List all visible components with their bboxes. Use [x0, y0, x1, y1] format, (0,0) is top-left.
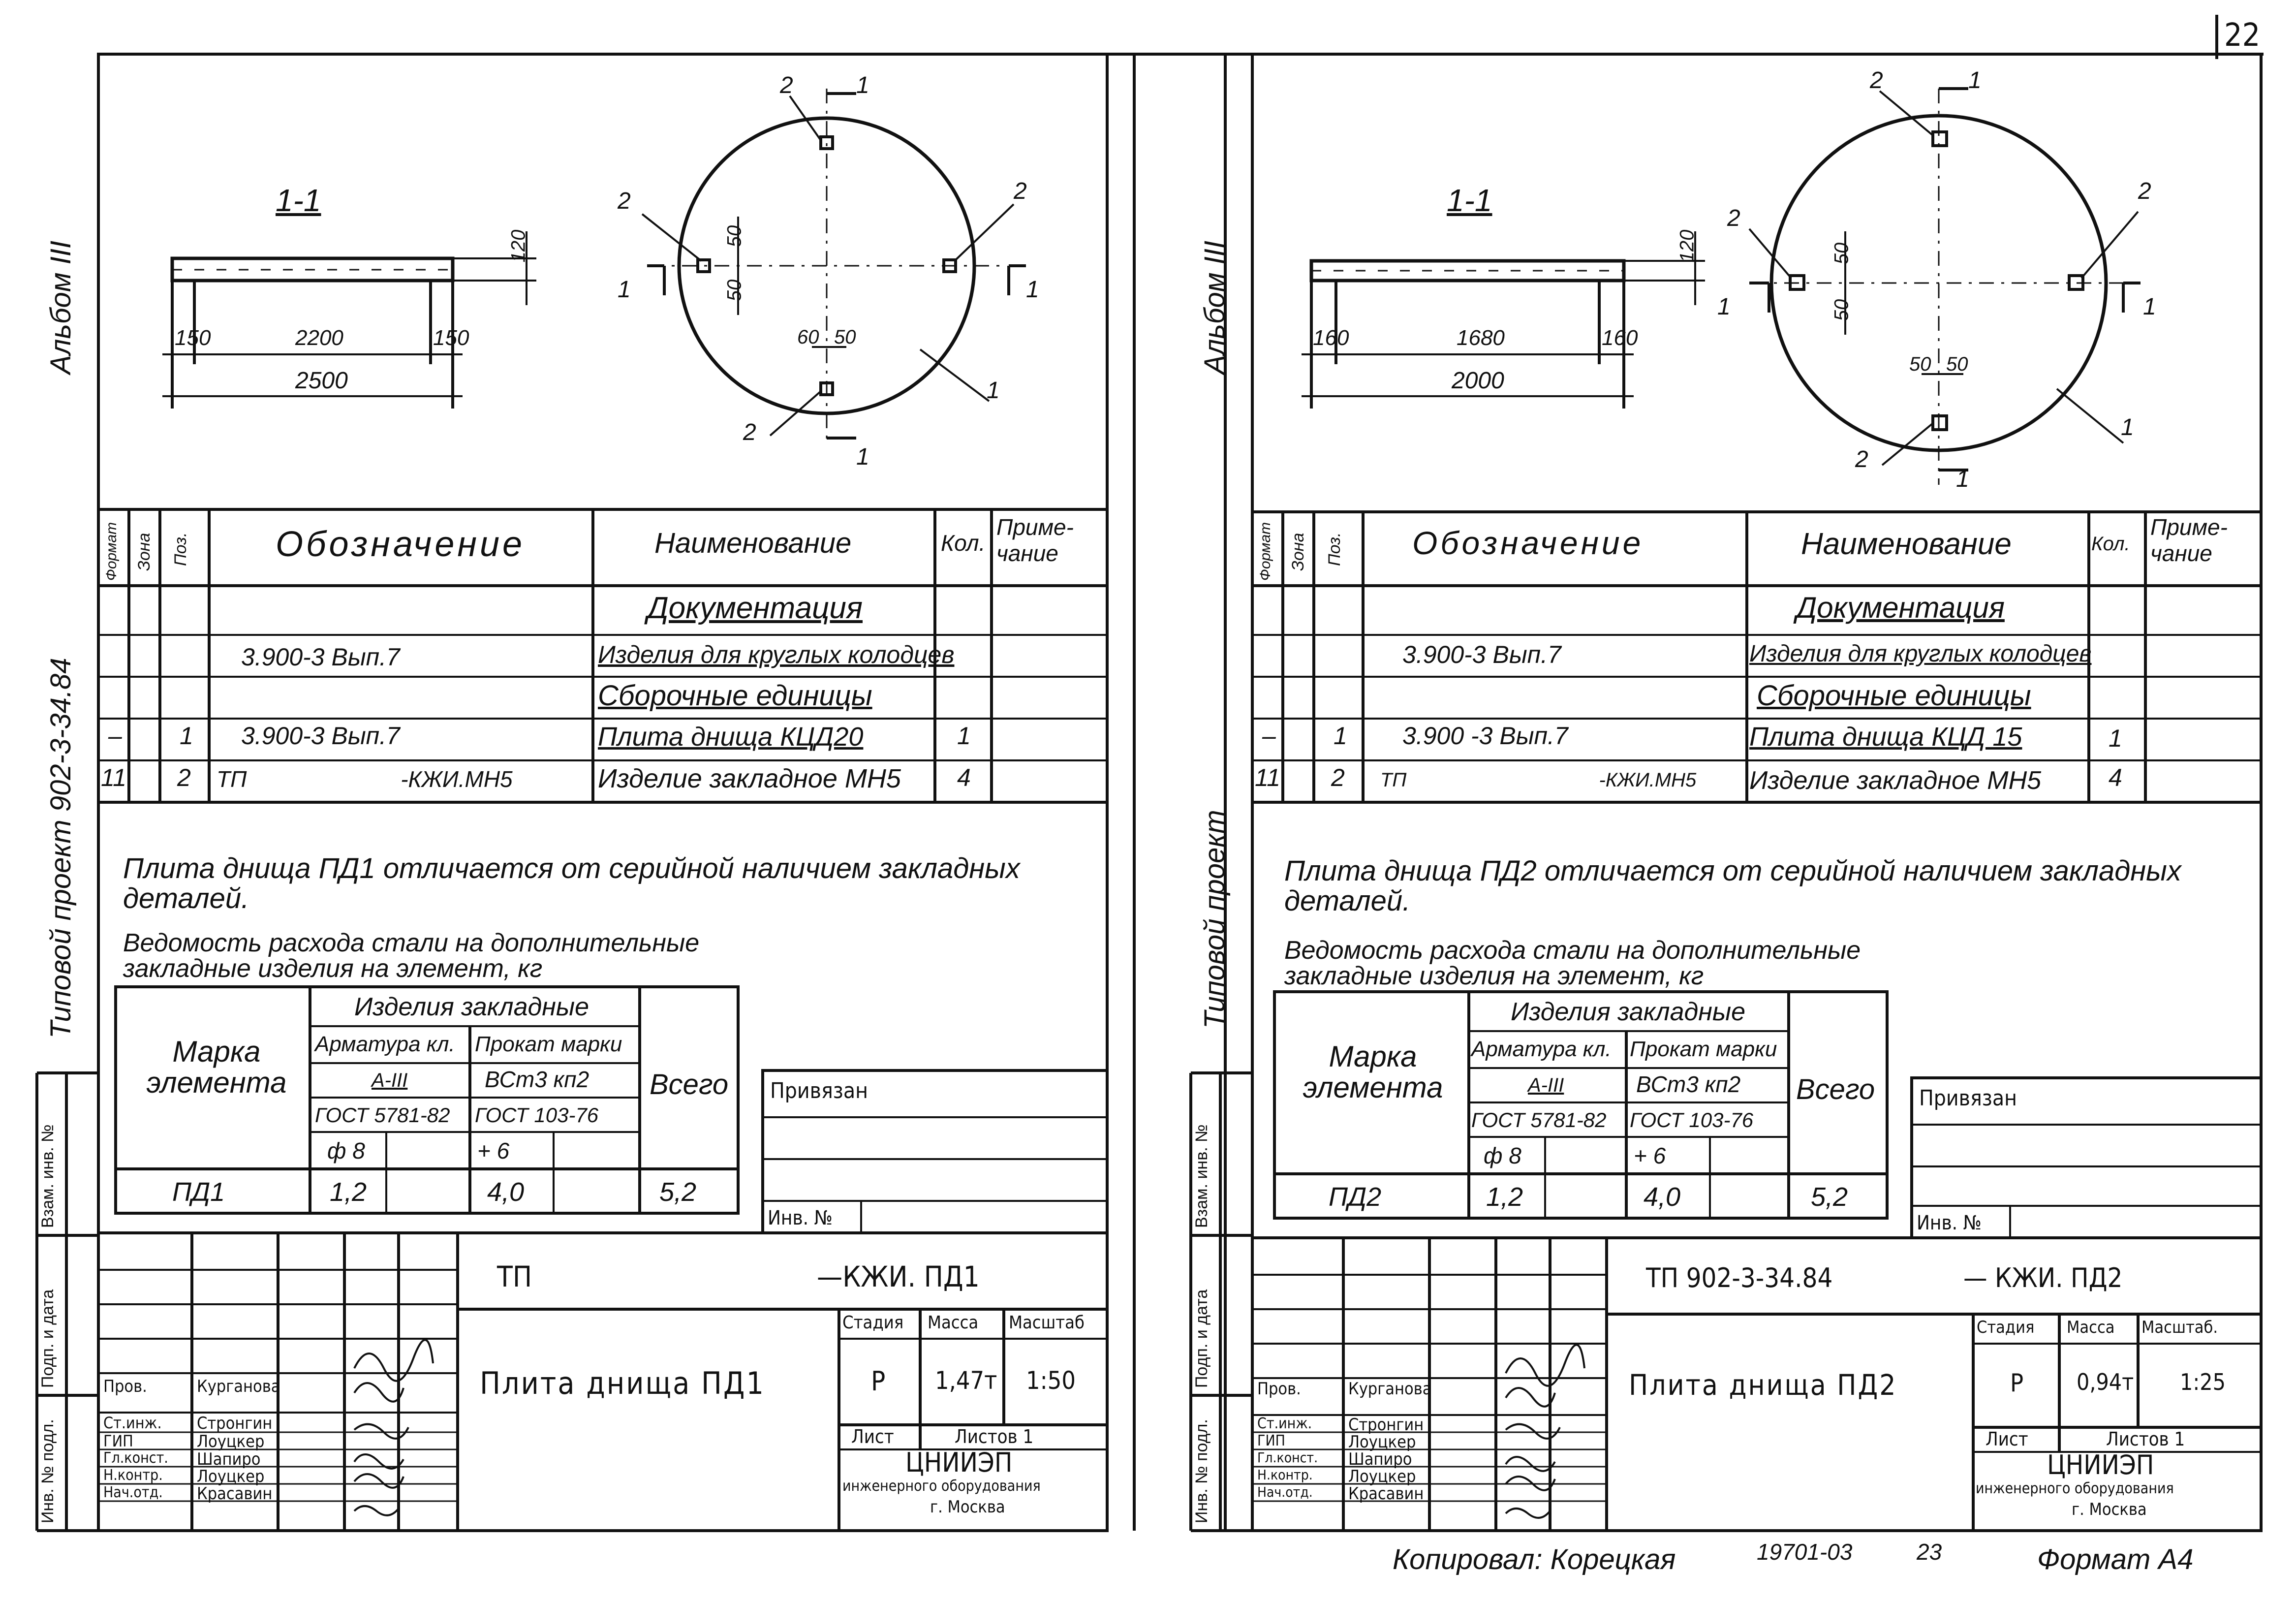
plan-pos1: 1: [987, 377, 1000, 404]
steel-arm-class: А-III: [372, 1069, 408, 1091]
album-label: Альбом III: [45, 241, 77, 374]
plan-offset-d: 50: [834, 326, 856, 348]
side-stamp-inv: Инв. № подл.: [1192, 1419, 1211, 1523]
tb-name-4: Лоуцкер: [1348, 1467, 1416, 1486]
spec-row-3-name: Плита днища КЦД 15: [1749, 722, 2022, 752]
note-text: Плита днища ПД2 отличается от серийной наличием закладных деталей.: [1284, 855, 2181, 917]
page-number: 22: [2224, 17, 2261, 54]
spec-row-4-pos: 2: [1331, 764, 1345, 791]
tb-name-3: Шапиро: [1348, 1449, 1412, 1469]
tb-scale-label: Масштаб.: [2141, 1318, 2218, 1337]
side-stamp-replace: Взам. инв. №: [1192, 1124, 1211, 1228]
steel-group: Изделия закладные: [354, 993, 590, 1021]
steel-arm-gost: ГОСТ 5781-82: [315, 1103, 450, 1127]
footer-copied: Копировал: Корецкая: [1393, 1543, 1676, 1575]
tb-scale: 1:25: [2180, 1369, 2226, 1395]
plan-pos2-bottom: 2: [1855, 446, 1868, 472]
plan-offset-c: 50: [1909, 353, 1931, 375]
steel-row-mark: ПД1: [172, 1177, 225, 1207]
dim-edge-left: 150: [175, 326, 211, 350]
tb-name-1: Стронгин: [1348, 1415, 1424, 1435]
tb-name-0: Курганова: [1348, 1379, 1432, 1399]
note-text: Плита днища ПД1 отличается от серийной наличием закладных деталей.: [123, 852, 1020, 914]
plan-cut-bottom: 1: [1956, 466, 1969, 492]
plan-pos2-left: 2: [1727, 205, 1740, 231]
tb-name-0: Курганова: [197, 1377, 280, 1396]
tb-name-1: Стронгин: [197, 1414, 273, 1433]
tb-sheets-label: Листов 1: [955, 1426, 1034, 1447]
spec-header-zone: Зона: [135, 533, 154, 571]
steel-arm: Арматура кл.: [1471, 1037, 1612, 1061]
spec-header-note: Приме- чание: [996, 514, 1074, 566]
footer-order: 19701-03: [1757, 1539, 1853, 1565]
spec-row-3-designation: 3.900-3 Вып.7: [241, 722, 400, 750]
plan-pos2-top: 2: [1870, 67, 1883, 94]
dim-middle: 2200: [295, 326, 343, 350]
dim-total: 2000: [1452, 368, 1504, 394]
spec-row-3-name: Плита днища КЦД20: [598, 722, 864, 752]
tb-title: Плита днища ПД2: [1629, 1368, 1897, 1402]
spec-row-3-qty: 1: [957, 722, 971, 750]
tb-name-5: Красавин: [1348, 1484, 1424, 1504]
tb-org1: ЦНИИЭП: [905, 1447, 1013, 1478]
spec-header-format: Формат: [103, 522, 120, 581]
steel-title: Ведомость расхода стали на дополнительные закладные изделия на элемент, кг: [123, 929, 700, 983]
steel-arm-gost: ГОСТ 5781-82: [1471, 1108, 1607, 1132]
tb-role-2: ГИП: [1257, 1432, 1285, 1449]
steel-prokat-class: ВСт3 кп2: [1636, 1071, 1741, 1097]
steel-arm-size: ф 8: [327, 1138, 365, 1164]
tb-stage: Р: [871, 1366, 886, 1397]
plan-offset-b: 50: [1831, 299, 1853, 321]
plan-cut-left: 1: [1717, 294, 1731, 320]
tb-role-1: Ст.инж.: [103, 1414, 162, 1432]
tb-mass: 0,94т: [2077, 1369, 2134, 1395]
plan-pos1: 1: [2121, 414, 2134, 440]
spec-header-name: Наименование: [654, 527, 852, 559]
tb-sheets-label: Листов 1: [2106, 1428, 2185, 1450]
spec-row-1-name: Изделия для круглых колодцев: [1749, 641, 2092, 667]
tb-code: ТП: [497, 1260, 532, 1293]
spec-row-3-format: –: [1262, 722, 1276, 750]
binding-label: Привязан: [1919, 1086, 2017, 1111]
side-stamp-sign: Подп. и дата: [1192, 1289, 1211, 1388]
spec-row-2-name: Сборочные единицы: [598, 680, 872, 712]
spec-row-4-name: Изделие закладное МН5: [598, 764, 901, 793]
spec-row-3-qty: 1: [2109, 724, 2122, 752]
plan-offset-c: 60: [797, 326, 819, 348]
tb-org2: инженерного оборудования: [1976, 1480, 2174, 1497]
tb-role-4: Н.контр.: [1257, 1467, 1313, 1483]
spec-row-3-designation: 3.900 -3 Вып.7: [1402, 722, 1568, 750]
steel-prokat-gost: ГОСТ 103-76: [475, 1103, 599, 1127]
spec-row-4-name: Изделие закладное МН5: [1749, 766, 2042, 795]
steel-total-header: Всего: [650, 1069, 729, 1101]
plan-cut-right: 1: [2143, 294, 2156, 320]
section-label: 1-1: [276, 183, 321, 218]
tb-name-3: Шапиро: [197, 1449, 261, 1469]
footer-format: Формат А4: [2037, 1543, 2194, 1575]
tb-stage-label: Стадия: [842, 1313, 904, 1333]
steel-arm: Арматура кл.: [315, 1032, 455, 1056]
plan-offset-a: 50: [1831, 242, 1853, 265]
spec-row-4-format: 11: [1255, 764, 1280, 791]
steel-row-mark: ПД2: [1329, 1182, 1382, 1212]
project-label: Типовой проект 902-3-34.84: [45, 658, 77, 1038]
plan-offset-d: 50: [1946, 353, 1968, 375]
spec-row-0-name: Документация: [1796, 591, 2005, 624]
dim-thickness: 120: [1676, 229, 1698, 263]
tb-name-5: Красавин: [197, 1484, 273, 1504]
dim-edge-right: 160: [1602, 326, 1638, 350]
project-label: Типовой проект: [1199, 810, 1231, 1029]
binding-label: Привязан: [770, 1078, 868, 1103]
steel-prokat-size: + 6: [1634, 1143, 1666, 1168]
steel-prokat-class: ВСт3 кп2: [485, 1067, 590, 1092]
binding-inv: Инв. №: [768, 1207, 833, 1229]
tb-mass-label: Масса: [928, 1313, 979, 1333]
steel-total-header: Всего: [1796, 1073, 1875, 1105]
plan-pos2-top: 2: [780, 72, 793, 98]
tb-code-suffix: — КЖИ. ПД2: [1963, 1262, 2123, 1293]
steel-row-prokat: 4,0: [1644, 1182, 1681, 1212]
spec-row-3-pos: 1: [180, 722, 193, 750]
tb-role-0: Пров.: [1257, 1379, 1301, 1399]
footer-sheet: 23: [1917, 1539, 1942, 1565]
spec-header-note: Приме- чание: [2150, 514, 2228, 566]
plan-pos2-bottom: 2: [743, 419, 756, 445]
tb-title: Плита днища ПД1: [480, 1365, 765, 1401]
tb-mass-label: Масса: [2067, 1318, 2115, 1337]
tb-org2: инженерного оборудования: [842, 1478, 1041, 1495]
plan-pos2-right: 2: [1014, 178, 1027, 204]
spec-row-1-designation: 3.900-3 Вып.7: [241, 643, 400, 671]
plan-cut-top: 1: [856, 72, 869, 98]
binding-inv: Инв. №: [1917, 1212, 1982, 1234]
steel-prokat: Прокат марки: [1630, 1037, 1777, 1061]
tb-role-5: Нач.отд.: [1257, 1484, 1313, 1500]
spec-row-3-pos: 1: [1334, 722, 1347, 750]
spec-row-4-designation: ТП -КЖИ.МН5: [217, 766, 513, 792]
plan-pos2-right: 2: [2138, 178, 2151, 204]
steel-arm-size: ф 8: [1484, 1143, 1521, 1168]
tb-org1: ЦНИИЭП: [2047, 1449, 2154, 1480]
spec-row-1-name: Изделия для круглых колодцев: [598, 641, 955, 668]
spec-header-name: Наименование: [1801, 527, 2012, 561]
spec-row-4-qty: 4: [957, 764, 971, 791]
spec-header-pos: Поз.: [171, 532, 190, 566]
plan-cut-right: 1: [1026, 277, 1039, 303]
tb-role-5: Нач.отд.: [103, 1484, 163, 1501]
spec-row-4-qty: 4: [2109, 764, 2122, 791]
tb-role-1: Ст.инж.: [1257, 1415, 1312, 1432]
tb-role-3: Гл.конст.: [103, 1449, 168, 1467]
plan-offset-a: 50: [723, 225, 745, 248]
steel-row-arm: 1,2: [1486, 1182, 1523, 1212]
side-stamp-sign: Подп. и дата: [38, 1289, 57, 1388]
spec-header-qty: Кол.: [2091, 533, 2130, 555]
spec-row-3-format: –: [108, 722, 122, 750]
plan-offset-b: 50: [723, 279, 745, 302]
tb-org3: г. Москва: [930, 1497, 1005, 1517]
spec-header-format: Формат: [1257, 522, 1273, 581]
tb-scale: 1:50: [1026, 1366, 1076, 1395]
dim-edge-right: 150: [433, 326, 469, 350]
tb-code-suffix: —КЖИ. ПД1: [817, 1260, 980, 1293]
tb-stage: Р: [2010, 1369, 2024, 1397]
tb-scale-label: Масштаб: [1009, 1313, 1085, 1333]
spec-row-4-format: 11: [101, 764, 126, 791]
steel-row-prokat: 4,0: [487, 1177, 525, 1207]
tb-role-4: Н.контр.: [103, 1467, 163, 1484]
tb-code: ТП 902-3-34.84: [1646, 1262, 1833, 1293]
plan-cut-top: 1: [1968, 67, 1982, 94]
tb-name-4: Лоуцкер: [197, 1467, 265, 1486]
steel-group: Изделия закладные: [1511, 998, 1746, 1026]
steel-mark-header: Марка элемента: [146, 1035, 287, 1099]
spec-row-4-designation: ТП -КЖИ.МН5: [1380, 769, 1697, 791]
spec-header-pos: Поз.: [1325, 532, 1344, 566]
tb-stage-label: Стадия: [1977, 1318, 2035, 1337]
tb-name-2: Лоуцкер: [197, 1432, 265, 1451]
steel-prokat-gost: ГОСТ 103-76: [1630, 1108, 1754, 1132]
tb-role-3: Гл.конст.: [1257, 1449, 1318, 1466]
steel-arm-class: А-III: [1528, 1074, 1564, 1096]
spec-row-1-designation: 3.900-3 Вып.7: [1402, 641, 1561, 668]
dim-thickness: 120: [507, 229, 529, 263]
steel-title: Ведомость расхода стали на дополнительные закладные изделия на элемент, кг: [1284, 936, 1861, 990]
steel-prokat-size: + 6: [477, 1138, 510, 1164]
dim-middle: 1680: [1457, 326, 1505, 350]
spec-row-0-name: Документация: [647, 591, 863, 625]
dim-edge-left: 160: [1313, 326, 1349, 350]
tb-sheet-label: Лист: [851, 1426, 894, 1447]
steel-row-arm: 1,2: [330, 1177, 367, 1207]
album-label: Альбом III: [1199, 241, 1231, 374]
steel-prokat: Прокат марки: [475, 1032, 622, 1056]
spec-header-designation: Обозначение: [1412, 525, 1644, 561]
tb-mass: 1,47т: [935, 1366, 997, 1395]
steel-row-total: 5,2: [1811, 1182, 1848, 1212]
tb-sheet-label: Лист: [1986, 1428, 2028, 1450]
tb-name-2: Лоуцкер: [1348, 1432, 1416, 1452]
spec-header-designation: Обозначение: [276, 525, 526, 564]
side-stamp-replace: Взам. инв. №: [38, 1124, 57, 1228]
plan-pos2-left: 2: [618, 188, 631, 214]
spec-row-2-name: Сборочные единицы: [1757, 680, 2031, 712]
steel-mark-header: Марка элемента: [1303, 1040, 1443, 1104]
tb-org3: г. Москва: [2072, 1500, 2147, 1519]
spec-header-qty: Кол.: [941, 530, 986, 556]
tb-role-0: Пров.: [103, 1377, 147, 1396]
plan-cut-left: 1: [618, 277, 631, 303]
dim-total: 2500: [295, 368, 348, 394]
spec-row-4-pos: 2: [177, 764, 191, 791]
steel-row-total: 5,2: [659, 1177, 697, 1207]
tb-role-2: ГИП: [103, 1432, 133, 1450]
spec-header-zone: Зона: [1289, 533, 1307, 571]
plan-cut-bottom: 1: [856, 444, 869, 470]
side-stamp-inv: Инв. № подл.: [38, 1419, 57, 1523]
section-label: 1-1: [1447, 183, 1492, 218]
